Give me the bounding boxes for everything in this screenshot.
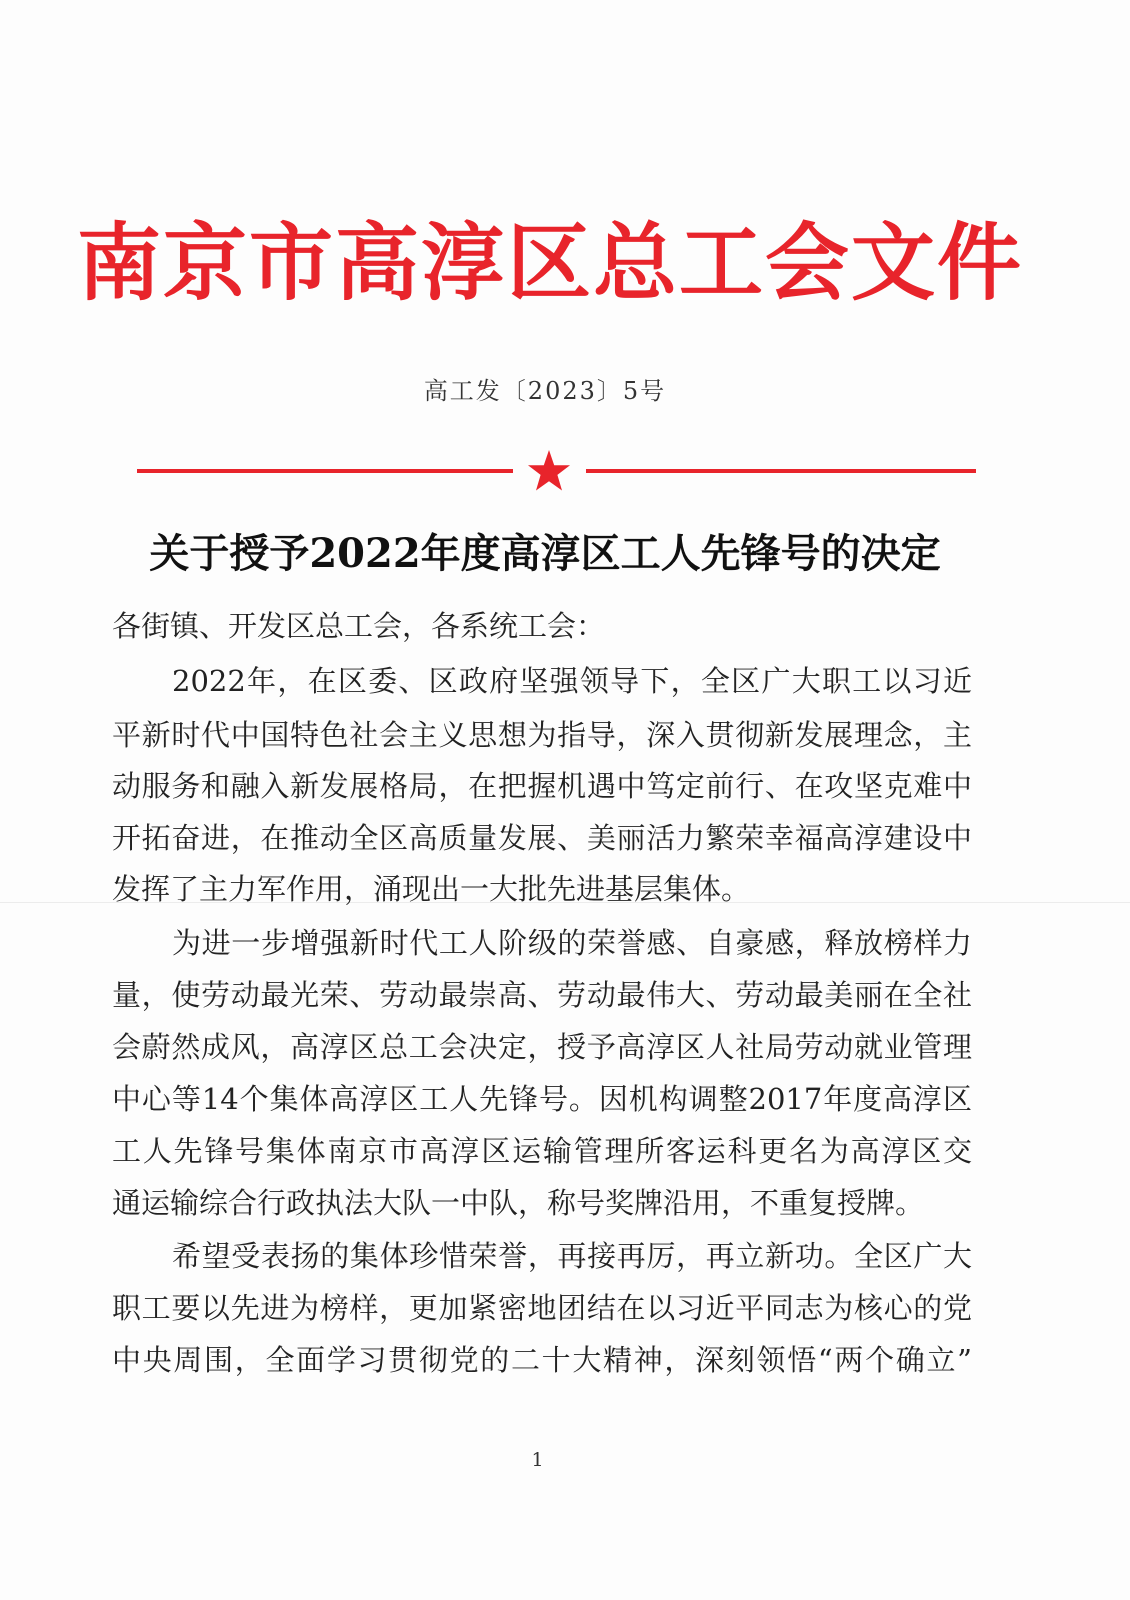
paragraph-line: 发挥了主力军作用，涌现出一大批先进基层集体。 (112, 872, 751, 906)
paragraph-line: 中心等14个集体高淳区工人先锋号。因机构调整2017年度高淳区 (112, 1082, 972, 1116)
paragraph-line: 动服务和融入新发展格局，在把握机遇中笃定前行、在攻坚克难中 (112, 769, 972, 803)
paragraph-line: 通运输综合行政执法大队一中队，称号奖牌沿用，不重复授牌。 (112, 1186, 925, 1220)
paragraph-line: 量，使劳动最光荣、劳动最崇高、劳动最伟大、劳动最美丽在全社 (112, 978, 972, 1012)
red-rule-right (586, 469, 976, 473)
paragraph-line: 职工要以先进为榜样，更加紧密地团结在以习近平同志为核心的党 (112, 1291, 972, 1325)
paragraph-line: 中央周围，全面学习贯彻党的二十大精神，深刻领悟“两个确立” (112, 1343, 972, 1377)
paragraph-line: 工人先锋号集体南京市高淳区运输管理所客运科更名为高淳区交 (112, 1134, 972, 1168)
paragraph-line: 为进一步增强新时代工人阶级的荣誉感、自豪感，释放榜样力 (172, 926, 972, 960)
paragraph-line: 会蔚然成风，高淳区总工会决定，授予高淳区人社局劳动就业管理 (112, 1030, 972, 1064)
paragraph-line: 开拓奋进，在推动全区高质量发展、美丽活力繁荣幸福高淳建设中 (112, 821, 972, 855)
red-rule-left (137, 469, 513, 473)
paragraph-line: 希望受表扬的集体珍惜荣誉，再接再厉，再立新功。全区广大 (172, 1239, 972, 1273)
red-star-icon (527, 449, 571, 493)
decision-title: 关于授予2022年度高淳区工人先锋号的决定 (149, 530, 941, 577)
paragraph-line: 2022年，在区委、区政府坚强领导下，全区广大职工以习近 (172, 664, 972, 698)
page-number: 1 (531, 1449, 544, 1471)
issuing-authority-title: 南京市高淳区总工会文件 (76, 213, 1023, 312)
document-number: 高工发〔2023〕5号 (423, 377, 667, 405)
salutation: 各街镇、开发区总工会，各系统工会： (112, 609, 606, 643)
paragraph-line: 平新时代中国特色社会主义思想为指导，深入贯彻新发展理念，主 (112, 718, 972, 752)
